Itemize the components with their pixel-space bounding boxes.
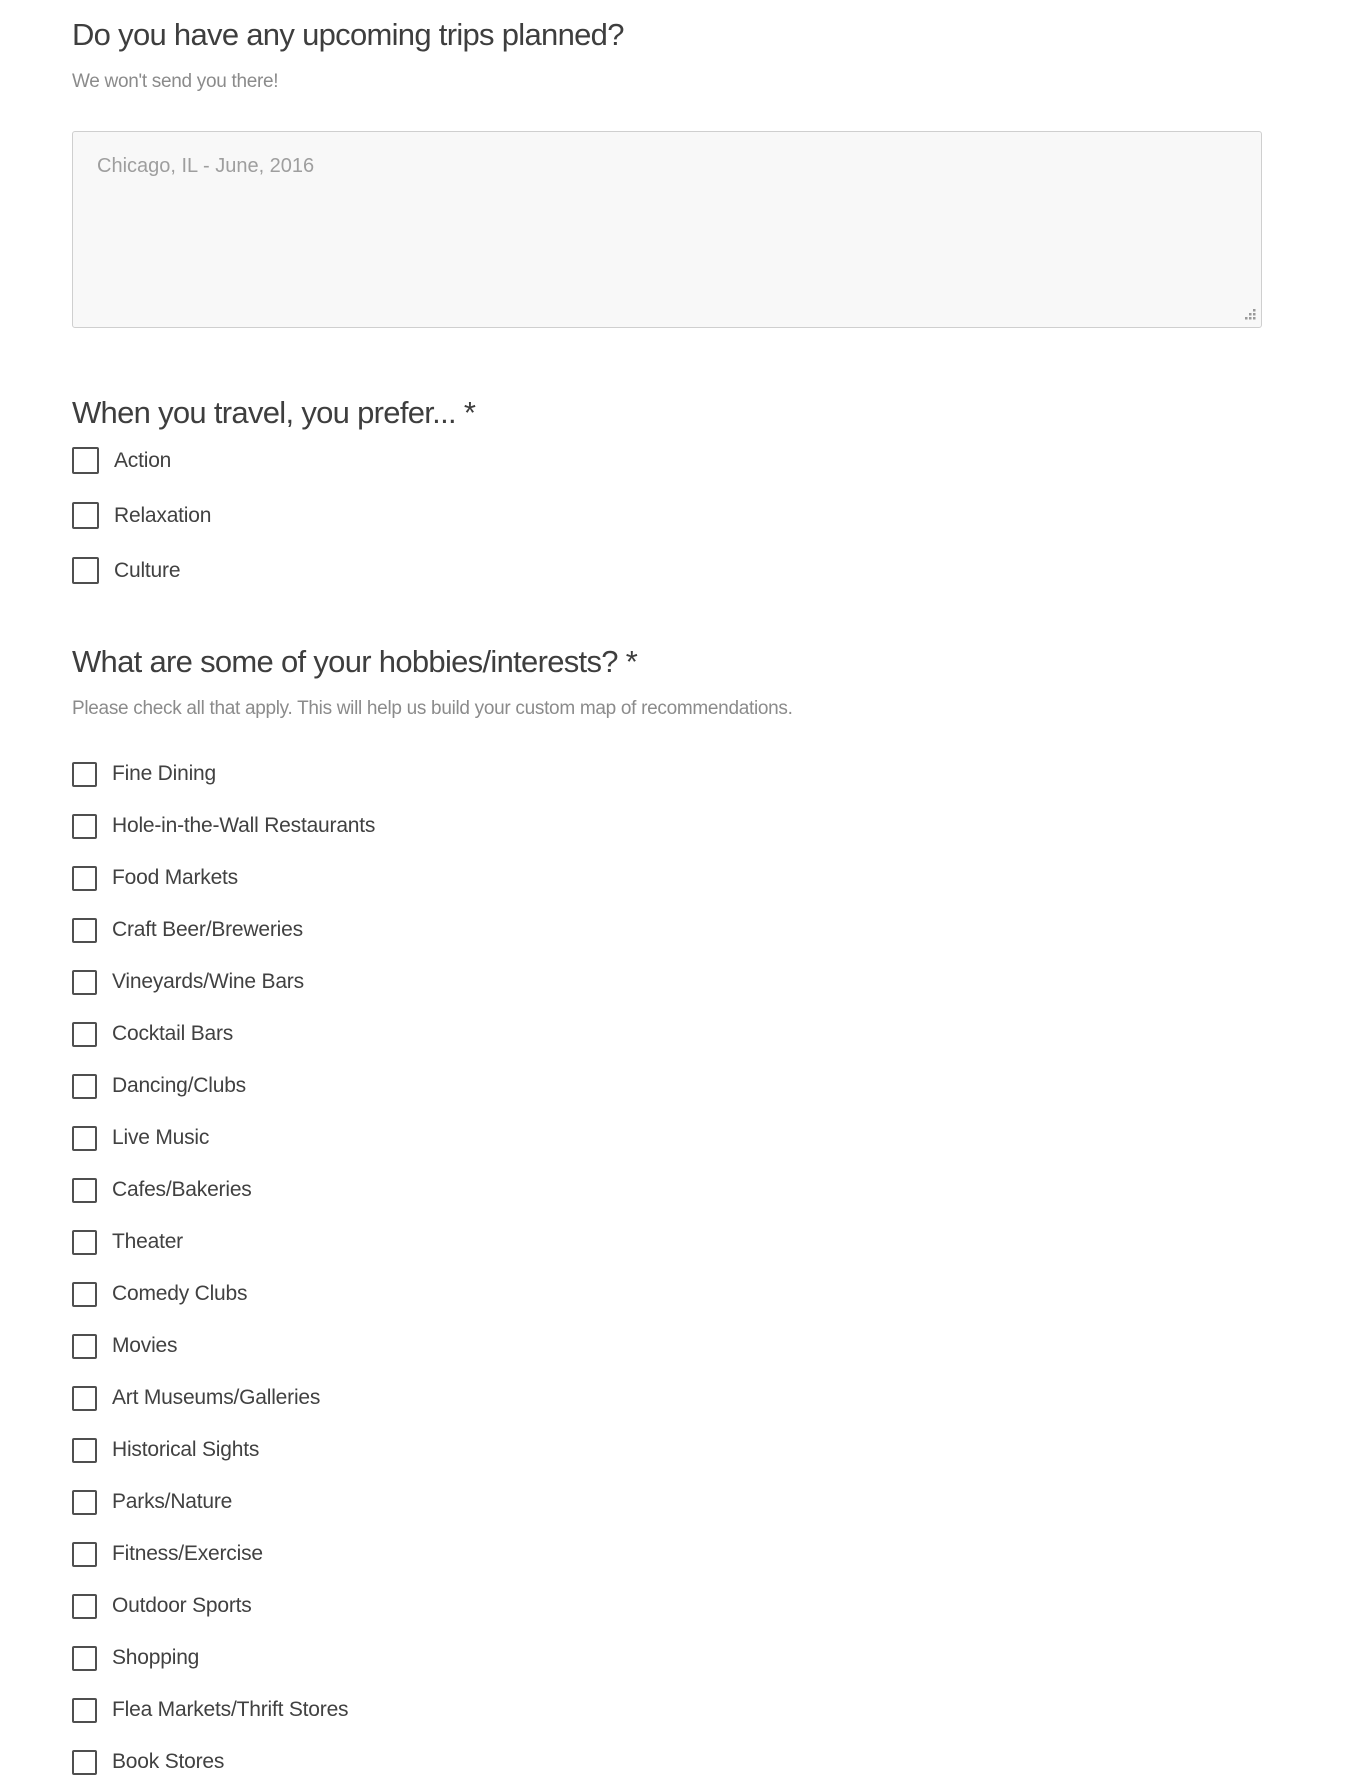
checkbox-option-row[interactable] xyxy=(72,1228,183,1256)
checkbox-label: Food Markets xyxy=(112,866,238,890)
checkbox[interactable] xyxy=(72,1438,97,1463)
checkbox-option-row[interactable] xyxy=(72,1384,320,1412)
checkbox[interactable] xyxy=(72,1594,97,1619)
checkbox-label: Book Stores xyxy=(112,1750,225,1774)
checkbox-option-row[interactable] xyxy=(72,1748,224,1776)
checkbox-label: Craft Beer/Breweries xyxy=(112,918,303,942)
checkbox-label: Shopping xyxy=(112,1646,200,1670)
checkbox-option-row[interactable] xyxy=(72,1124,209,1152)
trip-textarea-container xyxy=(72,131,1262,328)
checkbox-label: Action xyxy=(114,448,172,472)
checkbox[interactable] xyxy=(72,1386,97,1411)
checkbox[interactable] xyxy=(72,502,99,529)
checkbox-label: Relaxation xyxy=(114,503,212,527)
trips-question-title: Do you have any upcoming trips planned? xyxy=(72,17,624,52)
checkbox-label: Movies xyxy=(112,1334,178,1358)
checkbox-option-row[interactable] xyxy=(72,916,303,944)
checkbox-label: Outdoor Sports xyxy=(112,1594,252,1618)
checkbox[interactable] xyxy=(72,1282,97,1307)
checkbox-option-row[interactable] xyxy=(72,864,238,892)
question-trips xyxy=(72,16,1346,328)
checkbox-option-row[interactable] xyxy=(72,1072,246,1100)
checkbox[interactable] xyxy=(72,1074,97,1099)
checkbox-option-row[interactable] xyxy=(72,968,304,996)
checkbox-option-row[interactable] xyxy=(72,1592,252,1620)
checkbox[interactable] xyxy=(72,1022,97,1047)
checkbox[interactable] xyxy=(72,970,97,995)
checkbox[interactable] xyxy=(72,1126,97,1151)
checkbox[interactable] xyxy=(72,1334,97,1359)
checkbox-option-row[interactable] xyxy=(72,1644,199,1672)
checkbox-option-row[interactable] xyxy=(72,1436,259,1464)
checkbox-label: Fitness/Exercise xyxy=(112,1542,263,1566)
checkbox-option-row[interactable] xyxy=(72,1488,232,1516)
trip-details-textarea[interactable] xyxy=(72,131,1262,328)
checkbox-label: Dancing/Clubs xyxy=(112,1074,246,1098)
checkbox-option-row[interactable] xyxy=(72,1332,177,1360)
checkbox-label: Flea Markets/Thrift Stores xyxy=(112,1698,349,1722)
travel-preference-title: When you travel, you prefer... * xyxy=(72,394,476,430)
checkbox-label: Hole-in-the-Wall Restaurants xyxy=(112,814,376,838)
checkbox-option-row[interactable] xyxy=(72,760,216,788)
checkbox-label: Historical Sights xyxy=(112,1438,260,1462)
hobbies-options xyxy=(72,760,1346,1776)
checkbox[interactable] xyxy=(72,447,99,474)
checkbox[interactable] xyxy=(72,1698,97,1723)
checkbox-label: Theater xyxy=(112,1230,183,1254)
question-travel-preference xyxy=(72,394,1346,585)
checkbox-option-row[interactable] xyxy=(72,446,171,475)
checkbox-option-row[interactable] xyxy=(72,1540,263,1568)
hobbies-question-title: What are some of your hobbies/interests? * xyxy=(72,644,638,680)
checkbox[interactable] xyxy=(72,814,97,839)
checkbox-label: Live Music xyxy=(112,1126,210,1150)
checkbox[interactable] xyxy=(72,866,97,891)
checkbox[interactable] xyxy=(72,1490,97,1515)
checkbox-option-row[interactable] xyxy=(72,501,211,530)
question-hobbies xyxy=(72,643,1346,1776)
checkbox-option-row[interactable] xyxy=(72,1176,252,1204)
checkbox[interactable] xyxy=(72,1646,97,1671)
checkbox[interactable] xyxy=(72,918,97,943)
checkbox[interactable] xyxy=(72,1230,97,1255)
checkbox-label: Cafes/Bakeries xyxy=(112,1178,252,1202)
resize-grip-icon[interactable] xyxy=(1243,307,1257,321)
checkbox-label: Comedy Clubs xyxy=(112,1282,248,1306)
checkbox-label: Culture xyxy=(114,558,181,582)
checkbox-option-row[interactable] xyxy=(72,1696,348,1724)
checkbox-option-row[interactable] xyxy=(72,1020,233,1048)
checkbox-option-row[interactable] xyxy=(72,556,180,585)
checkbox-option-row[interactable] xyxy=(72,1280,247,1308)
checkbox[interactable] xyxy=(72,557,99,584)
checkbox-label: Parks/Nature xyxy=(112,1490,233,1514)
trips-question-subtitle: We won't send you there! xyxy=(72,71,279,93)
checkbox-label: Fine Dining xyxy=(112,762,217,786)
travel-preference-options xyxy=(72,446,1346,585)
hobbies-question-subtitle: Please check all that apply. This will help us build your custom map of recommendations. xyxy=(72,698,793,720)
checkbox-label: Vineyards/Wine Bars xyxy=(112,970,304,994)
checkbox-label: Art Museums/Galleries xyxy=(112,1386,321,1410)
checkbox-option-row[interactable] xyxy=(72,812,375,840)
checkbox[interactable] xyxy=(72,1178,97,1203)
checkbox[interactable] xyxy=(72,762,97,787)
checkbox[interactable] xyxy=(72,1542,97,1567)
checkbox[interactable] xyxy=(72,1750,97,1775)
checkbox-label: Cocktail Bars xyxy=(112,1022,234,1046)
